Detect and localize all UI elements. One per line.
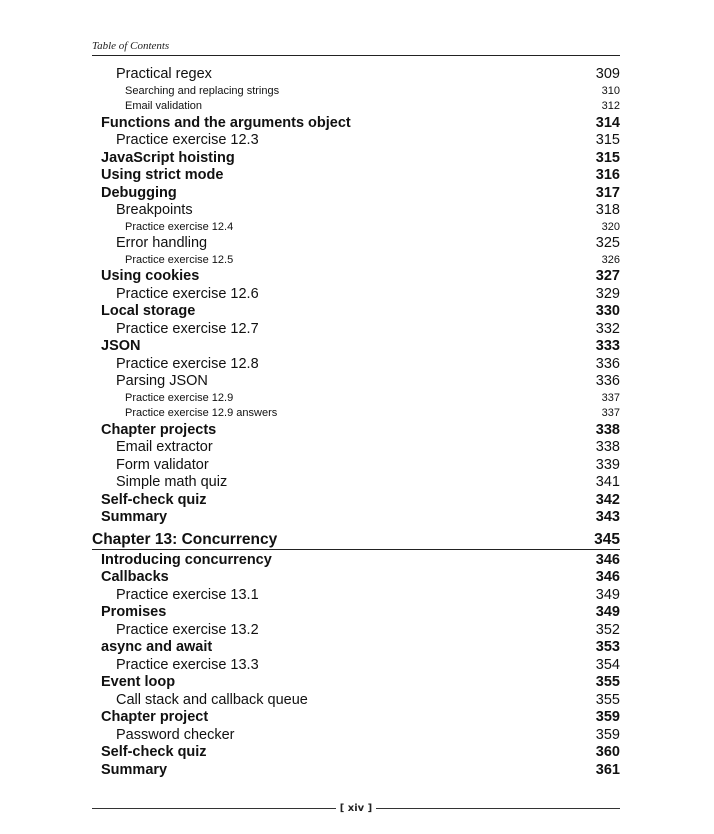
toc-entry[interactable] — [92, 338, 620, 356]
toc-entry-title: Parsing JSON — [116, 373, 208, 389]
toc-entry-title: Summary — [101, 509, 168, 525]
toc-entry-title: Practice exercise 12.5 — [125, 253, 234, 266]
toc-entry[interactable] — [92, 587, 620, 605]
toc-entry-page: 330 — [595, 303, 620, 319]
toc-entry-title: Practice exercise 12.9 answers — [125, 407, 278, 419]
toc-entry[interactable] — [92, 220, 620, 236]
toc-entry-page: 337 — [601, 407, 620, 419]
toc-entry-page: 314 — [595, 114, 620, 131]
toc-entry-page: 341 — [595, 474, 620, 490]
toc-entry[interactable] — [92, 84, 620, 100]
toc-entry[interactable] — [92, 492, 620, 510]
toc-entry[interactable] — [92, 202, 620, 220]
toc-entry-title: Debugging — [101, 184, 177, 201]
toc-entry-page: 346 — [595, 569, 620, 585]
toc-entry[interactable] — [92, 762, 620, 780]
toc-entry-title: Password checker — [116, 726, 235, 743]
toc-entry-title: Promises — [101, 604, 167, 620]
toc-entry-title: Practice exercise 12.4 — [125, 220, 234, 233]
toc-entry-page: 312 — [601, 100, 620, 112]
page-number: [ xiv ] — [339, 802, 373, 814]
toc-entry[interactable] — [92, 356, 620, 374]
toc-entry[interactable] — [92, 66, 620, 84]
toc-entry-page: 349 — [595, 604, 620, 620]
toc-entry-title: Practice exercise 12.7 — [116, 320, 259, 337]
toc-entry[interactable] — [92, 474, 620, 492]
toc-entry-page: 316 — [595, 167, 620, 183]
toc-entry-page: 326 — [601, 253, 620, 266]
toc-entry-title: Chapter projects — [101, 421, 217, 438]
toc-entry-title: Searching and replacing strings — [125, 84, 280, 97]
toc-entry-page: 353 — [595, 639, 620, 655]
toc-entry[interactable] — [92, 115, 620, 133]
toc-entry-page: 338 — [595, 421, 620, 438]
page-footer — [92, 800, 620, 816]
toc-entry-title: JavaScript hoisting — [101, 149, 235, 166]
toc-entry-page: 359 — [595, 709, 620, 725]
toc-entry[interactable] — [92, 185, 620, 203]
toc-entry-title: Error handling — [116, 235, 208, 251]
toc-entry-page: 337 — [601, 391, 620, 404]
toc-entry[interactable] — [92, 439, 620, 457]
toc-entry[interactable] — [92, 422, 620, 440]
toc-entry-page: 310 — [601, 84, 620, 97]
toc-entry-page: 345 — [594, 530, 620, 548]
footer-rule-right — [376, 808, 620, 809]
toc-entry-page: 336 — [595, 355, 620, 372]
toc-entry-page: 315 — [595, 132, 620, 148]
toc-entry-page: 359 — [595, 726, 620, 743]
toc-entry-title: Local storage — [101, 303, 196, 319]
toc-entry-title: Self-check quiz — [101, 491, 207, 508]
toc-entry[interactable] — [92, 657, 620, 675]
toc-entry[interactable] — [92, 303, 620, 321]
table-of-contents — [92, 66, 620, 779]
toc-entry[interactable] — [92, 727, 620, 745]
toc-entry[interactable] — [92, 99, 620, 115]
toc-entry-page: 339 — [595, 456, 620, 473]
toc-entry-title: Practice exercise 12.3 — [116, 132, 259, 148]
toc-entry[interactable] — [92, 253, 620, 269]
toc-entry-page: 355 — [595, 674, 620, 690]
toc-entry[interactable] — [92, 321, 620, 339]
toc-entry[interactable] — [92, 709, 620, 727]
toc-entry-title: Practice exercise 13.3 — [116, 656, 259, 673]
toc-entry-page: 318 — [595, 202, 620, 218]
toc-entry-page: 336 — [595, 373, 620, 389]
toc-entry[interactable] — [92, 167, 620, 185]
toc-entry-title: Email validation — [125, 100, 203, 112]
toc-entry-title: Introducing concurrency — [101, 551, 272, 568]
toc-entry-page: 320 — [601, 220, 620, 233]
toc-entry-title: Summary — [101, 761, 168, 778]
toc-entry-title: Simple math quiz — [116, 474, 228, 490]
toc-entry-title: Functions and the arguments object — [101, 114, 351, 131]
toc-entry-page: 338 — [595, 439, 620, 455]
toc-entry[interactable] — [92, 552, 620, 570]
toc-entry-title: Email extractor — [116, 439, 213, 455]
toc-entry[interactable] — [92, 132, 620, 150]
toc-entry-page: 360 — [595, 744, 620, 760]
toc-entry-page: 354 — [595, 656, 620, 673]
toc-entry-page: 346 — [595, 551, 620, 568]
toc-entry[interactable] — [92, 150, 620, 168]
toc-entry[interactable] — [92, 235, 620, 253]
toc-entry-title: Practice exercise 12.9 — [125, 391, 234, 404]
toc-entry-page: 329 — [595, 285, 620, 302]
toc-entry-title: Event loop — [101, 674, 176, 690]
toc-entry[interactable] — [92, 406, 620, 422]
toc-entry[interactable] — [92, 509, 620, 527]
toc-entry-page: 343 — [595, 509, 620, 525]
toc-entry[interactable] — [92, 744, 620, 762]
toc-entry-title: JSON — [101, 338, 141, 354]
toc-entry-page: 355 — [595, 691, 620, 708]
toc-entry[interactable] — [92, 457, 620, 475]
toc-entry[interactable] — [92, 692, 620, 710]
toc-entry-title: Using cookies — [101, 268, 200, 284]
toc-entry[interactable] — [92, 373, 620, 391]
toc-entry-title: Chapter 13: Concurrency — [92, 530, 278, 548]
toc-entry-title: Using strict mode — [101, 167, 224, 183]
footer-rule-left — [92, 808, 336, 809]
toc-entry-title: Form validator — [116, 456, 209, 473]
running-head-title: Table of Contents — [92, 40, 170, 52]
toc-entry-title: Practice exercise 13.1 — [116, 586, 259, 603]
toc-entry-page: 342 — [595, 491, 620, 508]
toc-entry-title: Practice exercise 12.6 — [116, 285, 259, 302]
toc-chapter-entry[interactable] — [92, 530, 620, 550]
toc-entry-title: Practical regex — [116, 66, 212, 82]
toc-entry-title: Call stack and callback queue — [116, 691, 308, 708]
toc-entry-page: 317 — [595, 184, 620, 201]
toc-entry-title: Breakpoints — [116, 202, 193, 218]
toc-entry-title: async and await — [101, 639, 213, 655]
toc-entry[interactable] — [92, 569, 620, 587]
toc-entry-page: 325 — [595, 235, 620, 251]
toc-entry[interactable] — [92, 674, 620, 692]
toc-entry[interactable] — [92, 391, 620, 407]
toc-entry-title: Practice exercise 13.2 — [116, 621, 259, 638]
toc-entry[interactable] — [92, 622, 620, 640]
toc-entry-title: Self-check quiz — [101, 744, 207, 760]
toc-entry[interactable] — [92, 286, 620, 304]
toc-entry-page: 332 — [595, 320, 620, 337]
toc-entry-title: Chapter project — [101, 709, 209, 725]
toc-entry-page: 327 — [595, 268, 620, 284]
toc-entry-page: 349 — [595, 586, 620, 603]
toc-entry[interactable] — [92, 639, 620, 657]
toc-entry-page: 315 — [595, 149, 620, 166]
toc-entry-page: 352 — [595, 621, 620, 638]
toc-entry[interactable] — [92, 604, 620, 622]
toc-entry-page: 309 — [595, 66, 620, 82]
toc-entry-page: 333 — [595, 338, 620, 354]
toc-entry[interactable] — [92, 268, 620, 286]
toc-entry-title: Practice exercise 12.8 — [116, 355, 259, 372]
toc-entry-page: 361 — [595, 761, 620, 778]
toc-entry-title: Callbacks — [101, 569, 169, 585]
running-head — [92, 40, 620, 56]
